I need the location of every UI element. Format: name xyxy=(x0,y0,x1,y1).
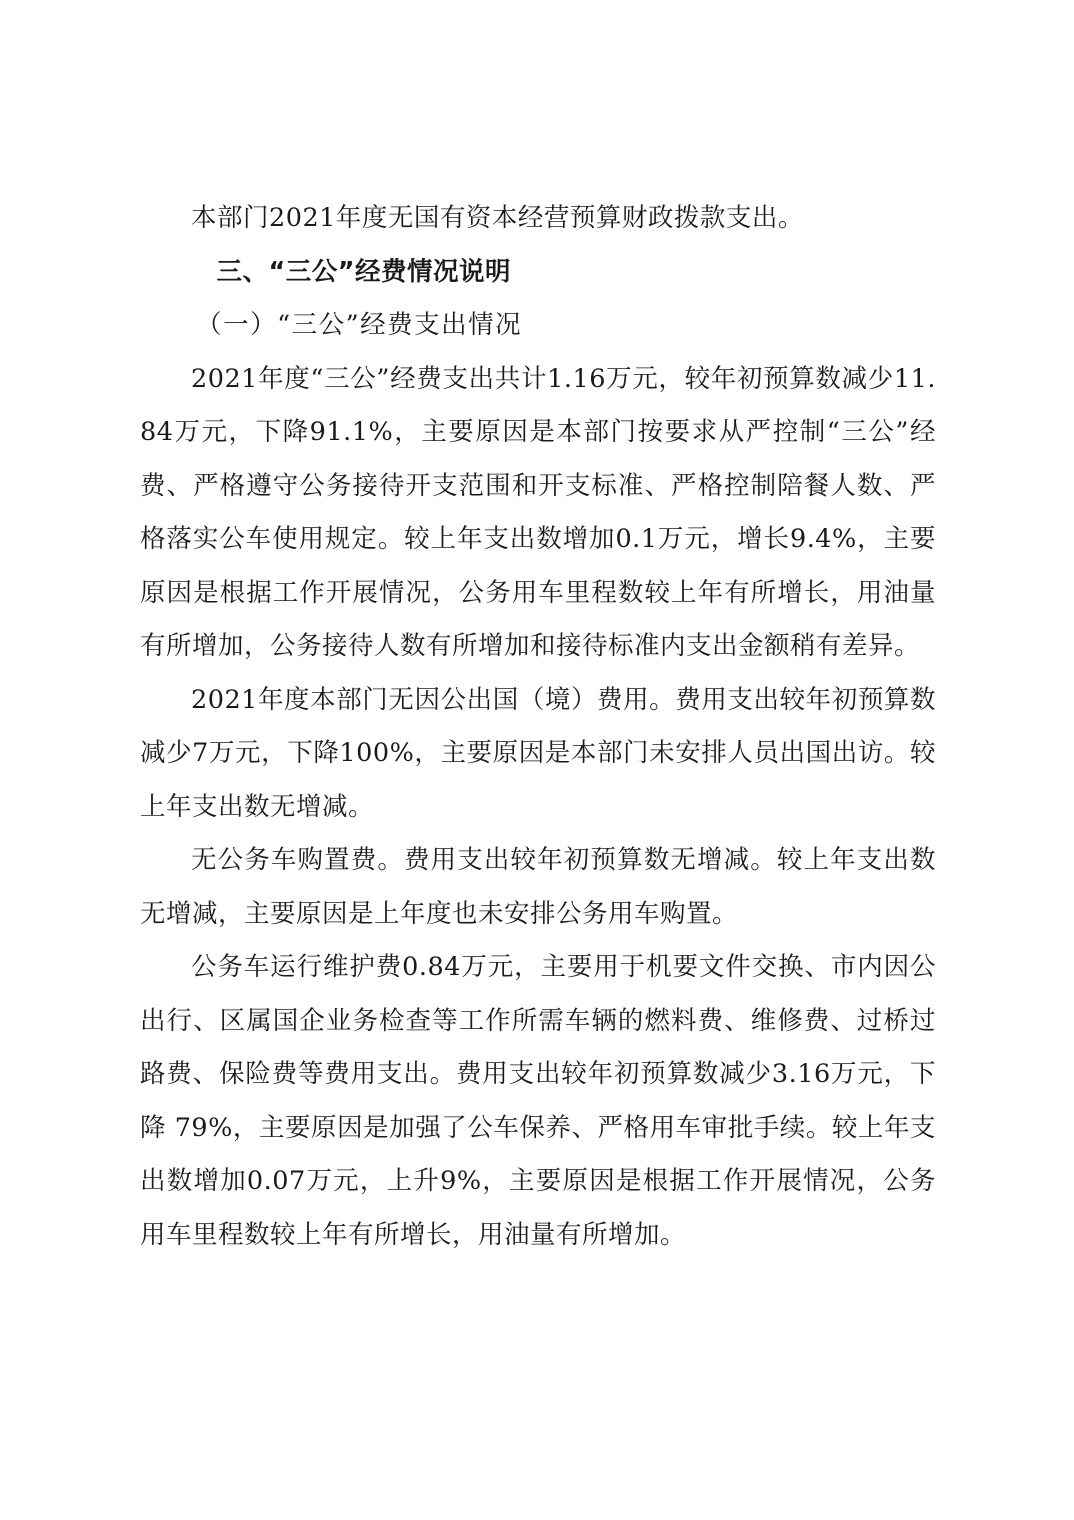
paragraph-total-expenditure: 2021年度“三公”经费支出共计1.16万元，较年初预算数减少11.84万元，下降91.1%，主要原因是本部门按要求从严控制“三公”经费、严格遵守公务接待开支范围和开支标准、严格控制陪餐人数、严格落实公车使用规定。较上年支出数增加0.1万元，增长9.4%，主要原因是根据工作开展情况，公务用车里程数较上年有所增长，用油量有所增加，公务接待人数有所增加和接待标准内支出金额稍有差异。 xyxy=(140,363,936,661)
document-page xyxy=(140,192,936,1262)
paragraph-vehicle-purchase: 无公务车购置费。费用支出较年初预算数无增减。较上年支出数无增减，主要原因是上年度也未安排公务用车购置。 xyxy=(140,845,936,929)
paragraph-overseas-travel: 2021年度本部门无因公出国（境）费用。费用支出较年初预算数减少7万元，下降100%，主要原因是本部门未安排人员出国出访。较上年支出数无增减。 xyxy=(140,684,936,822)
section-heading: 三、“三公”经费情况说明 xyxy=(216,256,512,287)
subsection-heading: （一）“三公”经费支出情况 xyxy=(196,310,523,340)
paragraph-vehicle-maintenance: 公务车运行维护费0.84万元，主要用于机要文件交换、市内因公出行、区属国企业务检查等工作所需车辆的燃料费、维修费、过桥过路费、保险费等费用支出。费用支出较年初预算数减少3.16万元，下降 79%，主要原因是加强了公车保养、严格用车审批手续。较上年支出数增加0.07万元，上升9%，主要原因是根据工作开展情况，公务用车里程数较上年有所增长，用油量有所增加。 xyxy=(140,952,936,1250)
intro-paragraph: 本部门2021年度无国有资本经营预算财政拨款支出。 xyxy=(191,203,804,233)
